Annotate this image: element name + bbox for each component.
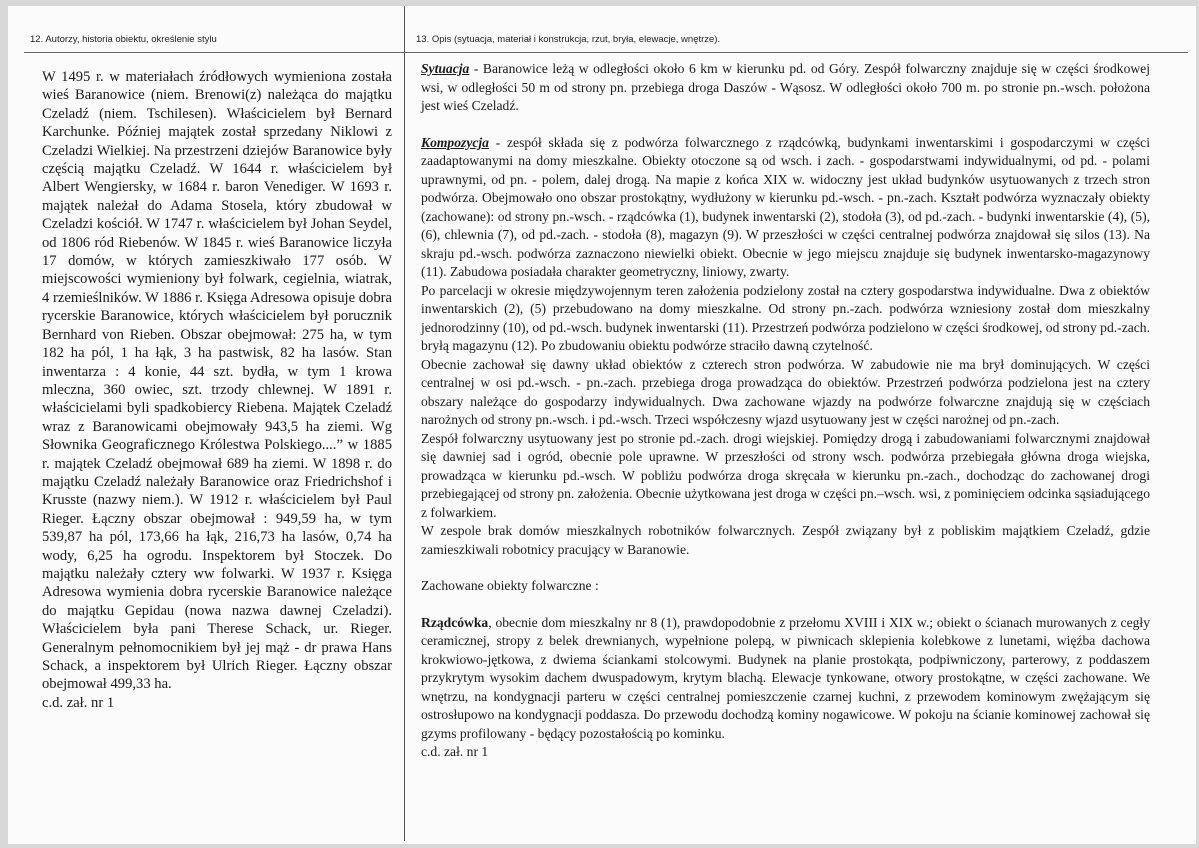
road-paragraph: Zespół folwarczny usytuowany jest po stronie pd.-zach. drogi wiejskiej. Pomiędzy drogą i zabudowaniami folwarcznymi znajdował się dawniej sad i ogród, obecnie pole uprawne. W przeszłości od strony wsch. podwórza przebiegała główna droga wiejska, prowadząca w kierunku pd.-wsch. W pobliżu podwórza droga skręcała w kierunku pn.-zach., dochodząc do zachowanej drogi przebiegającej od strony pn. założenia. Obecnie użytkowana jest droga w części pn.–wsch. wsi, z pominięciem odcinka sąsiadującego z folwarkiem.	[421, 430, 1150, 520]
section-12-header: 12. Autorzy, historia obiektu, określenie stylu	[30, 34, 217, 45]
rzadcowka-lead: Rządcówka	[421, 614, 489, 630]
history-continued-note: c.d. zał. nr 1	[42, 694, 115, 711]
parcelation-paragraph: Po parcelacji w okresie międzywojennym teren założenia podzielony został na cztery gospodarstwa indywidualne. Dwa z obiektów inwentarskich (2), (5) przebudowano na domy mieszkalne. Od strony pn.-zach. podwórza wzniesiony został dom mieszkalny jednorodzinny (10), od pd.-wsch. budynek inwentarski (11). Przestrzeń podwórza podzielono w części środkowej, od strony pd.-zach. bryłą magazynu (12). Po zbudowaniu obiektu podwórze straciło dawną czytelność.	[421, 282, 1150, 353]
description-column	[421, 60, 1150, 762]
situation-paragraph	[421, 60, 1150, 116]
history-text: W 1495 r. w materiałach źródłowych wymieniona została wieś Baranowice (niem. Brenowi(z) należąca do majątku Czeladź (niem. Tschilesen). Właścicielem był Bernard Karchunke. Później majątek został sprzedany Niklowi z Czeladzi Wielkiej. Na przestrzeni dziejów Baranowice były częścią majątku Czeladź. W 1644 r. właścicielem był Albert Wengiersky, w 1684 r. baron Venediger. W 1693 r. majątek należał do Adama Stosela, który zbudował w Czeladzi kościół. W 1747 r. właścicielem był Johan Seydel, od 1806 ród Riebenów. W 1845 r. wieś Baranowice liczyła 17 domów, w których zamieszkiwało 177 osób. W miejscowości wymieniony był folwark, cegielnia, wiatrak, 4 rzemieślników. W 1886 r. Księga Adresowa opisuje dobra rycerskie Baranowice, których właścicielem był porucznik Bernhard von Rieben. Obszar obejmował: 275 ha, w tym 182 ha pól, 1 ha łąk, 3 ha pastwisk, 82 ha lasów. Stan inwentarza : 4 konie, 44 szt. bydła, w tym 1 krowa mleczna, 360 owiec, szt. trzody chlewnej. W 1891 r. właścicielami byli spadkobiercy Riebena. Majątek Czeladź wraz z Baranowicami obejmowały 943,5 ha ziemi. Wg Słownika Geograficznego Królestwa Polskiego....” w 1885 r. majątek Czeladź obejmował 689 ha ziemi. W 1898 r. do majątku Czeladź należały Baranowice oraz Friedrichshof i Krusste (nazwy niem.). W 1912 r. właścicielem był Paul Rieger. Łączny obszar obejmował : 949,59 ha, w tym 539,87 ha pól, 173,66 ha łąk, 216,73 ha lasów, 0,74 ha wody, 6,25 ha ogrodu. Inspektorem był Stoczek. Do majątku należały cztery ww folwarki. W 1937 r. Księga Adresowa wymienia dobra rycerskie Baranowice należące do majątku Gepidau (nowa nazwa dawnej Czeladzi). Właścicielem była pani Therese Schack, ur. Rieger. Generalnym pełnomocnikiem był jej mąż - dr prawa Hans Schack, a inspektorem był Ulrich Rieger. Łączny obszar obejmował 499,33 ha.	[42, 69, 392, 693]
situation-text: - Baranowice leżą w odległości około 6 km w kierunku pd. od Góry. Zespół folwarczny znajduje się w części środkowej wsi, w odległości 50 m od strony pn. przebiega droga Daszów - Wąsosz. W odległości około 700 m. po stronie pn.-wsch. położona jest wieś Czeladź.	[421, 61, 1150, 113]
composition-paragraph	[421, 134, 1150, 282]
composition-text: - zespół składa się z podwórza folwarcznego z rządcówką, budynkami inwentarskimi i gospodarczymi w części zaadaptowanymi na domy mieszkalne. Obiekty otoczone są od wsch. i zach. - gospodarstwami indywidualnymi, od pd. - polami uprawnymi, od pn. - polem, dalej drogą. Na mapie z końca XIX w. widoczny jest układ budynków usytuowanych z trzech stron podwórza. Obejmowało ono obszar prostokątny, wydłużony w kierunku pd.-wsch. - pn.-zach. Kształt podwórza wyznaczały obiekty (zachowane): od strony pn.-wsch. - rządcówka (1), budynek inwentarski (2), stodoła (3), od pd.-zach. - budynki inwentarskie (4), (5), (6), chlewnia (7), od pd.-zach. - stodoła (8), magazyn (9). W przeszłości w części centralnej podwórza znajdował się silos (13). Na skraju pd.-wsch. podwórza zaznaczono niewielki obiekt. Obecnie w jego miejscu znajduje się budynek inwentarsko-magazynowy (11). Zabudowa posiadała charakter geometryczny, liniowy, zwarty.	[421, 134, 1150, 279]
header-rule-right	[405, 52, 1188, 53]
section-13-header: 13. Opis (sytuacja, materiał i konstrukcja, rzut, bryła, elewacje, wnętrze).	[416, 34, 721, 45]
preserved-objects-heading: Zachowane obiekty folwarczne :	[421, 578, 599, 593]
description-continued-note: c.d. zał. nr 1	[421, 744, 489, 759]
header-rule-left	[24, 52, 404, 53]
history-column	[42, 68, 392, 712]
rzadcowka-text: , obecnie dom mieszkalny nr 8 (1), prawdopodobnie z przełomu XVIII i XIX w.; obiekt o ścianach murowanych z cegły ceramicznej, stropy z belek drewnianych, wypełnione polepą, w piwnicach sklepienia kolebkowe z lunetami, więźba dachowa krokwiowo-jętkowa, z dwiema ściankami stolcowymi. Budynek na planie prostokąta, podpiwniczony, parterowy, z poddaszem przykrytym wysokim dachem dwuspadowym, krytym blachą. Elewacje tynkowane, otwory prostokątne, w części zachowane. We wnętrzu, na kondygnacji parteru w części centralnej pomieszczenie czarnej kuchni, z przewodem kominowym zwężającym się ostrosłupowo na kondygnacji poddasza. Do przewodu dochodzą kominy nogawicowe. W pokoju na ścianie kominowej zachował się gzyms profilowany - będący pozostałością po kominku.	[421, 614, 1150, 741]
workers-paragraph: W zespole brak domów mieszkalnych robotników folwarcznych. Zespół związany był z pobliskim majątkiem Czeladź, gdzie zamieszkiwali robotnicy pracujący w Baranowie.	[421, 523, 1150, 557]
current-layout-paragraph: Obecnie zachował się dawny układ obiektów z czterech stron podwórza. W zabudowie nie ma brył dominujących. W części centralnej w osi pd.-wsch. - pn.-zach. przebiega droga prowadząca do obiektów. Przestrzeń podwórza podzielona jest na cztery obszary należące do gospodarzy indywidualnych. Dwa zachowane wjazdy na podwórze folwarczne znajdują się w częściach narożnych od strony pn.-wsch. i pd.-wsch. Trzeci współczesny wjazd usytuowany jest w części narożnej od pn.-zach.	[421, 356, 1150, 427]
column-divider	[404, 6, 405, 841]
situation-lead: Sytuacja	[421, 61, 470, 76]
composition-lead: Kompozycja	[421, 134, 489, 150]
rzadcowka-paragraph	[421, 614, 1150, 744]
